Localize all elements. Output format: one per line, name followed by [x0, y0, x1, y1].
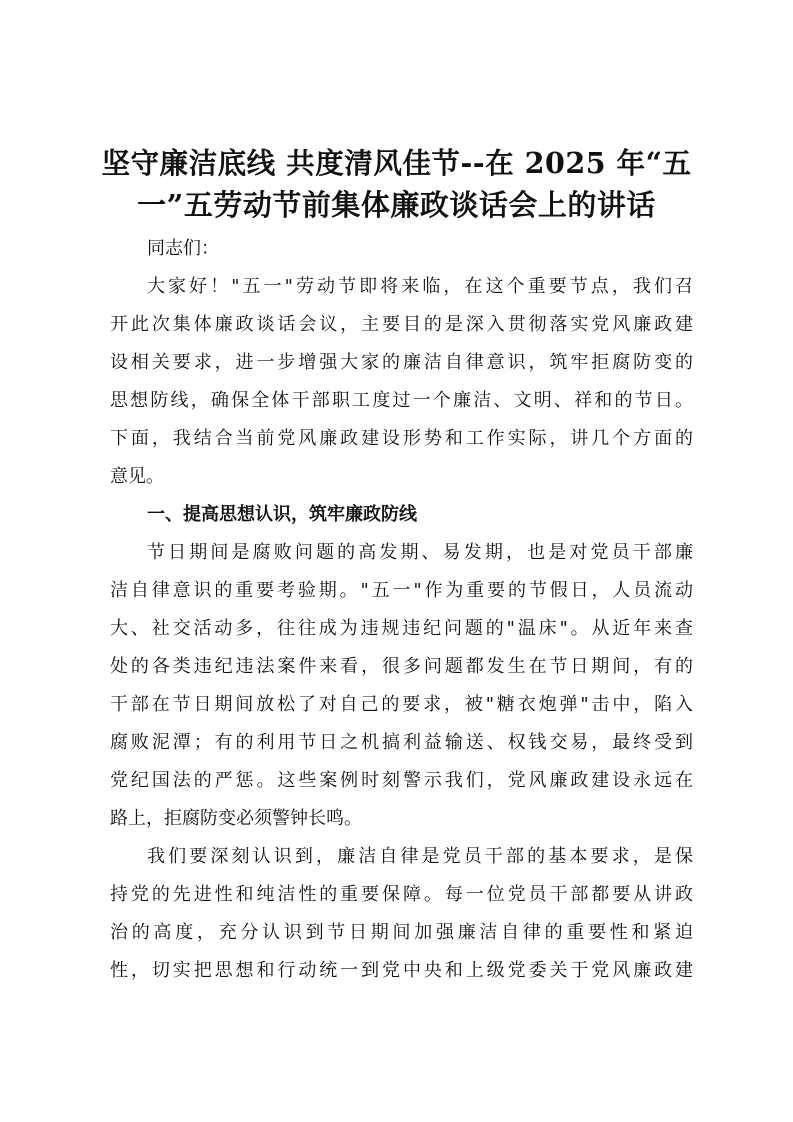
- paragraph-1-line: 思想防线，确保全体干部职工度过一个廉洁、文明、祥和的节日。: [110, 390, 693, 411]
- section-1-heading: 一、提高思想认识，筑牢廉政防线: [147, 504, 417, 525]
- paragraph-2-line: 洁自律意识的重要考验期。"五一"作为重要的节假日，人员流动: [110, 580, 693, 601]
- paragraph-1-line: 下面，我结合当前党风廉政建设形势和工作实际，讲几个方面的: [110, 428, 693, 449]
- paragraph-2-line: 干部在节日期间放松了对自己的要求，被"糖衣炮弹"击中，陷入: [110, 694, 693, 715]
- paragraph-1-line: 设相关要求，进一步增强大家的廉洁自律意识，筑牢拒腐防变的: [110, 352, 693, 373]
- paragraph-2-line: 腐败泥潭；有的利用节日之机搞利益输送、权钱交易，最终受到: [110, 732, 693, 753]
- paragraph-3-line: 我们要深刻认识到，廉洁自律是党员干部的基本要求，是保: [147, 846, 693, 867]
- paragraph-1-line: 意见。: [110, 466, 164, 487]
- paragraph-3-line: 持党的先进性和纯洁性的重要保障。每一位党员干部都要从讲政: [110, 884, 693, 905]
- document-title-line-1: 坚守廉洁底线 共度清风佳节--在 2025 年“五: [101, 146, 692, 180]
- paragraph-2-line: 节日期间是腐败问题的高发期、易发期，也是对党员干部廉: [147, 542, 693, 563]
- paragraph-3-line: 治的高度，充分认识到节日期间加强廉洁自律的重要性和紧迫: [110, 922, 693, 943]
- paragraph-1-line: 开此次集体廉政谈话会议，主要目的是深入贯彻落实党风廉政建: [110, 314, 693, 335]
- paragraph-1-line: 大家好！"五一"劳动节即将来临，在这个重要节点，我们召: [147, 276, 693, 297]
- paragraph-2-line: 党纪国法的严惩。这些案例时刻警示我们，党风廉政建设永远在: [110, 770, 693, 791]
- document-title-line-2: 一”五劳动节前集体廉政谈话会上的讲话: [137, 188, 656, 222]
- paragraph-2-line: 处的各类违纪违法案件来看，很多问题都发生在节日期间，有的: [110, 656, 693, 677]
- paragraph-2-line: 大、社交活动多，往往成为违规违纪问题的"温床"。从近年来查: [110, 618, 693, 639]
- paragraph-3-line: 性，切实把思想和行动统一到党中央和上级党委关于党风廉政建: [110, 960, 693, 981]
- salutation: 同志们：: [147, 238, 219, 259]
- paragraph-2-line: 路上，拒腐防变必须警钟长鸣。: [110, 808, 362, 829]
